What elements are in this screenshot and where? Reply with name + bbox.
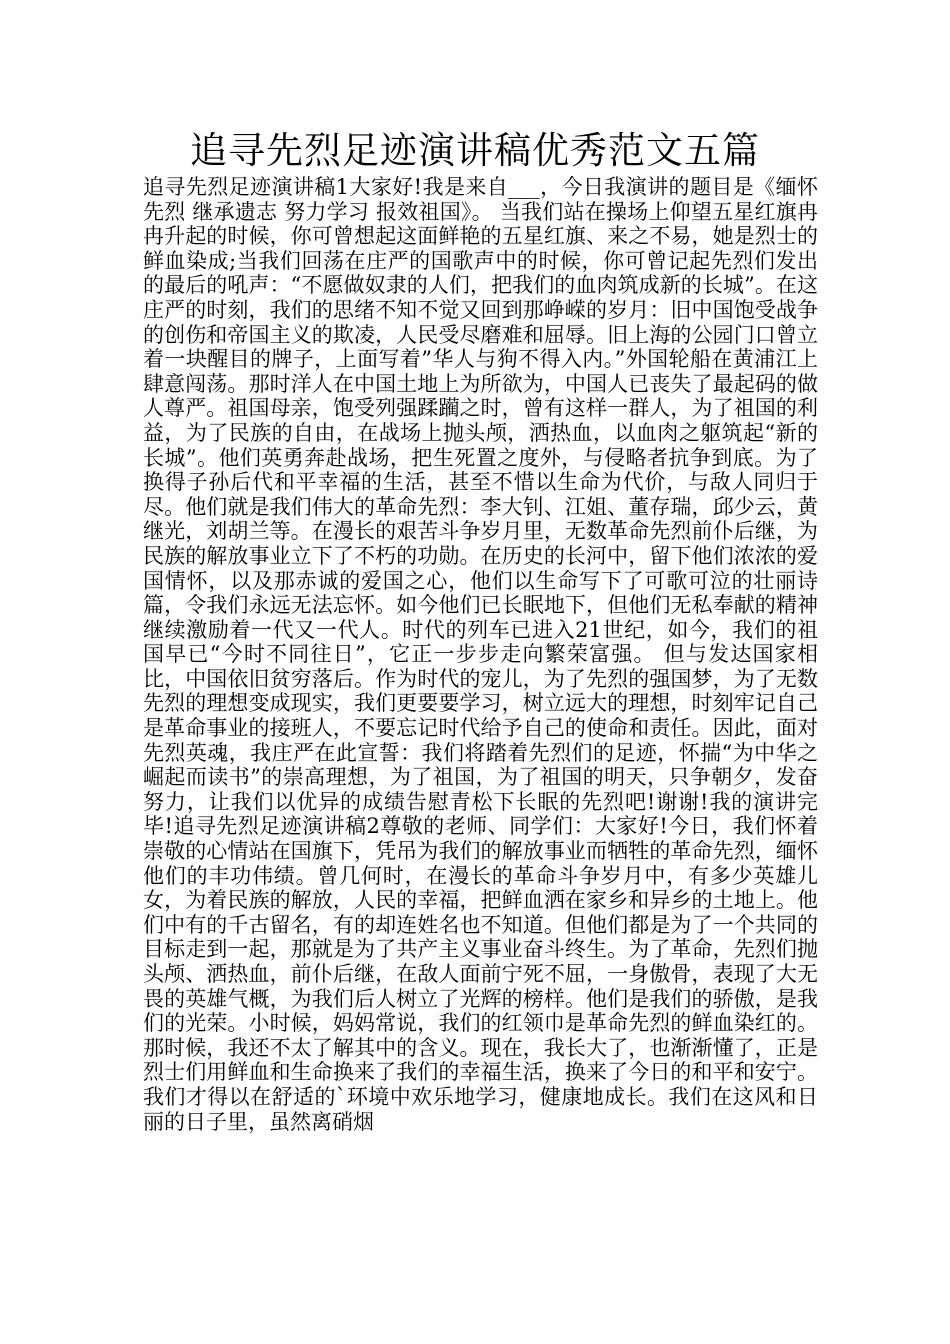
document-body-text: 追寻先烈足迹演讲稿1大家好!我是来自___，今日我演讲的题目是《缅怀先烈 继承遗志 努力学习 报效祖国》。 当我们站在操场上仰望五星红旗冉冉升起的时候，你可曾想起这面鲜艳的五星红旗、来之不易，她是烈士的鲜血染成;当我们回荡在庄严的国歌声中的时候，你可曾记起先烈们发出的最后的吼声：“不愿做奴隶的人们，把我们的血肉筑成新的长城”。在这庄严的时刻，我们的思绪不知不觉又回到那峥嵘的岁月：旧中国饱受战争的创伤和帝国主义的欺凌，人民受尽磨难和屈辱。旧上海的公园门口曾立着一块醒目的牌子，上面写着”华人与狗不得入内。”外国轮船在黄浦江上肆意闯荡。那时洋人在中国土地上为所欲为，中国人已丧失了最起码的做人尊严。祖国母亲，饱受列强蹂躏之时，曾有这样一群人，为了祖国的利益，为了民族的自由，在战场上抛头颅，洒热血，以血肉之躯筑起“新的长城”。他们英勇奔赴战场，把生死置之度外，与侵略者抗争到底。为了换得子孙后代和平幸福的生活，甚至不惜以生命为代价，与敌人同归于尽。他们就是我们伟大的革命先烈：李大钊、江姐、董存瑞，邱少云，黄继光，刘胡兰等。在漫长的艰苦斗争岁月里，无数革命先烈前仆后继，为民族的解放事业立下了不朽的功勋。在历史的长河中，留下他们浓浓的爱国情怀，以及那赤诚的爱国之心，他们以生命写下了可歌可泣的壮丽诗篇，令我们永远无法忘怀。如今他们已长眠地下，但他们无私奉献的精神继续激励着一代又一代人。时代的列车已进入21世纪，如今，我们的祖国早已“今时不同往日”，它正一步步走向繁荣富强。 但与发达国家相比，中国依旧贫穷落后。作为时代的宠儿，为了先烈的强国梦，为了无数先烈的理想变成现实，我们更要要学习，树立远大的理想，时刻牢记自己是革命事业的接班人，不要忘记时代给予自己的使命和责任。因此，面对先烈英魂，我庄严在此宣誓：我们将踏着先烈们的足迹，怀揣“为中华之崛起而读书”的崇高理想，为了祖国，为了祖国的明天，只争朝夕，发奋努力，让我们以优异的成绩告慰青松下长眠的先烈吧!谢谢!我的演讲完毕!追寻先烈足迹演讲稿2尊敬的老师、同学们：大家好!今日，我们怀着崇敬的心情站在国旗下，凭吊为我们的解放事业而牺牲的革命先烈，缅怀他们的丰功伟绩。曾几何时，在漫长的革命斗争岁月中，有多少英雄儿女，为着民族的解放，人民的幸福，把鲜血洒在家乡和异乡的土地上。他们中有的千古留名，有的却连姓名也不知道。但他们都是为了一个共同的目标走到一起，那就是为了共产主义事业奋斗终生。为了革命，先烈们抛头颅、洒热血，前仆后继，在敌人面前宁死不屈，一身傲骨，表现了大无畏的英雄气概，为我们后人树立了光辉的榜样。他们是我们的骄傲，是我们的光荣。小时候，妈妈常说，我们的红领巾是革命先烈的鲜血染红的。那时候，我还不太了解其中的含义。现在，我长大了，也渐渐懂了，正是烈士们用鲜血和生命换来了我们的幸福生活，换来了今日的和平和安宁。我们才得以在舒适的`环境中欢乐地学习，健康地成长。我们在这风和日丽的日子里，虽然离硝烟 bbox=[143, 175, 818, 1134]
document-title: 追寻先烈足迹演讲稿优秀范文五篇 bbox=[190, 129, 760, 172]
